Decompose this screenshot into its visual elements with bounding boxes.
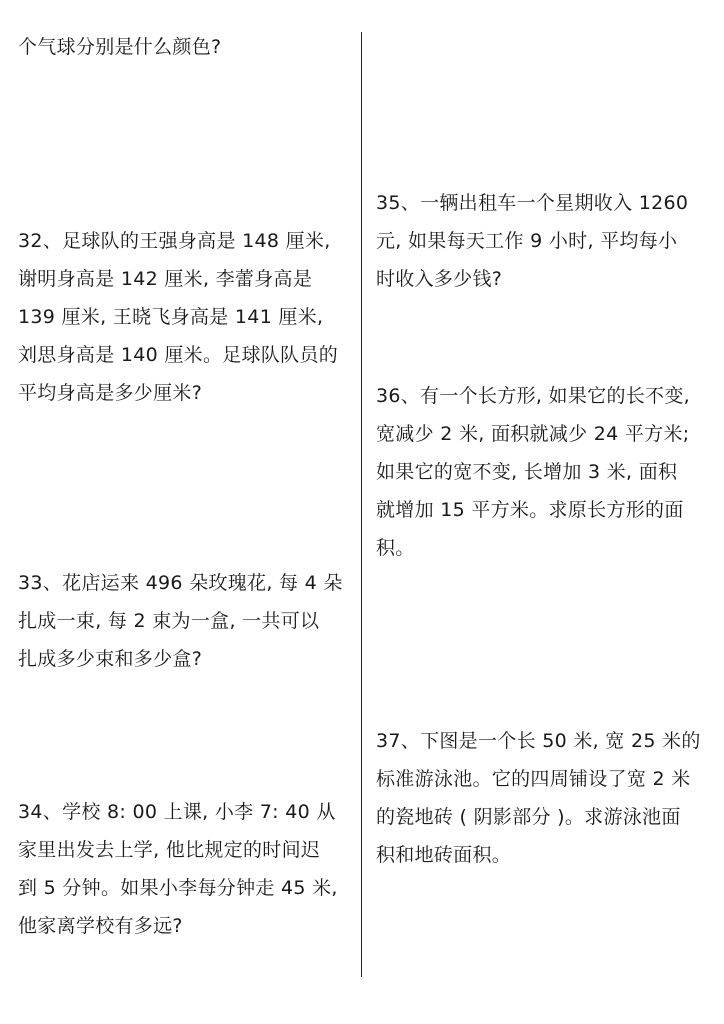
column-divider xyxy=(361,32,362,977)
text-line: 宽减少 2 米, 面积就减少 24 平方米; xyxy=(376,423,690,445)
text-line: 如果它的宽不变, 长增加 3 米, 面积 xyxy=(376,461,678,483)
text-line: 扎成一束, 每 2 束为一盒, 一共可以 xyxy=(18,610,320,632)
text-line: 标准游泳池。它的四周铺设了宽 2 米 xyxy=(376,768,691,790)
text-line: 平均身高是多少厘米? xyxy=(18,382,203,404)
text-line: 到 5 分钟。如果小李每分钟走 45 米, xyxy=(18,877,338,899)
text-line: 家里出发去上学, 他比规定的时间迟 xyxy=(18,839,321,861)
question-34 xyxy=(18,793,338,945)
text-line: 积。 xyxy=(376,537,415,559)
text-line: 谢明身高是 142 厘米, 李蕾身高是 xyxy=(18,268,313,290)
question-36 xyxy=(376,377,690,567)
text-line: 35、一辆出租车一个星期收入 1260 xyxy=(376,192,689,214)
text-line: 他家离学校有多远? xyxy=(18,915,183,937)
question-37 xyxy=(376,722,701,874)
question-33 xyxy=(18,564,343,678)
text-line: 刘思身高是 140 厘米。足球队队员的 xyxy=(18,344,339,366)
text-line: 个气球分别是什么颜色? xyxy=(18,36,222,58)
text-line: 34、学校 8: 00 上课, 小李 7: 40 从 xyxy=(18,801,336,823)
text-line: 的瓷地砖 ( 阴影部分 )。求游泳池面 xyxy=(376,806,681,828)
text-line: 元, 如果每天工作 9 小时, 平均每小 xyxy=(376,230,678,252)
text-line: 36、有一个长方形, 如果它的长不变, xyxy=(376,385,690,407)
text-line: 37、下图是一个长 50 米, 宽 25 米的 xyxy=(376,730,701,752)
question-31-continuation xyxy=(18,28,221,66)
text-line: 就增加 15 平方米。求原长方形的面 xyxy=(376,499,684,521)
text-line: 139 厘米, 王晓飞身高是 141 厘米, xyxy=(18,306,324,328)
text-line: 时收入多少钱? xyxy=(376,268,503,290)
text-line: 积和地砖面积。 xyxy=(376,844,512,866)
text-line: 扎成多少束和多少盒? xyxy=(18,648,203,670)
question-32 xyxy=(18,222,338,412)
text-line: 32、足球队的王强身高是 148 厘米, xyxy=(18,230,331,252)
text-line: 33、花店运来 496 朵玫瑰花, 每 4 朵 xyxy=(18,572,343,594)
question-35 xyxy=(376,184,688,298)
